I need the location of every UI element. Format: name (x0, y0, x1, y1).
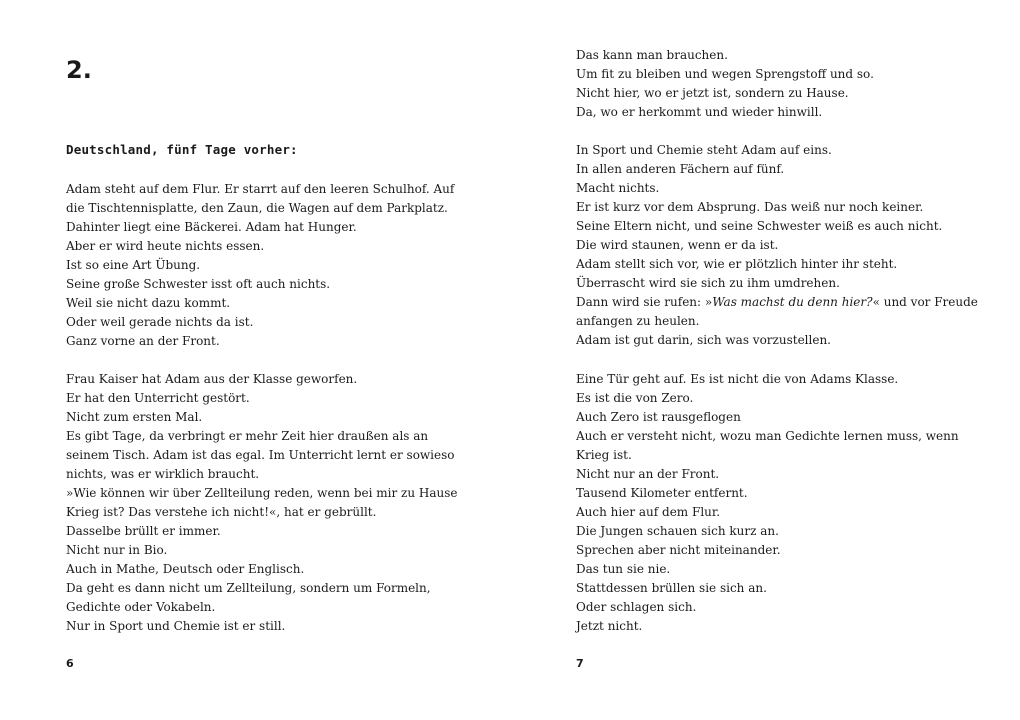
dialog-line (576, 293, 978, 312)
text-line: Das tun sie nie. (576, 562, 671, 576)
text-line: Da, wo er herkommt und wieder hinwill. (576, 105, 823, 119)
text-line: Jetzt nicht. (576, 619, 643, 633)
chapter-subtitle: Deutschland, fünf Tage vorher: (66, 142, 298, 157)
text-line: Adam steht auf dem Flur. Er starrt auf den leeren Schulhof. Auf (66, 182, 455, 196)
text-line: Seine große Schwester isst oft auch nichts. (66, 277, 331, 291)
chapter-number: 2. (66, 56, 92, 84)
text-line: Nicht zum ersten Mal. (66, 410, 203, 424)
page-number-right: 7 (576, 657, 584, 670)
text-line: Stattdessen brüllen sie sich an. (576, 581, 767, 595)
text-line: Gedichte oder Vokabeln. (66, 600, 216, 614)
text-line: Tausend Kilometer entfernt. (576, 486, 748, 500)
dialog-quote: Was machst du denn hier? (712, 295, 873, 309)
text-line: »Wie können wir über Zellteilung reden, wenn bei mir zu Hause (66, 486, 458, 500)
text-line: Oder schlagen sich. (576, 600, 697, 614)
text-line: Eine Tür geht auf. Es ist nicht die von Adams Klasse. (576, 372, 899, 386)
text-line: Auch Zero ist rausgeflogen (576, 410, 741, 424)
dialog-suffix: « und vor Freude (872, 295, 978, 309)
text-line: anfangen zu heulen. (576, 314, 700, 328)
text-line: Er ist kurz vor dem Absprung. Das weiß nur noch keiner. (576, 200, 924, 214)
text-line: Die Jungen schauen sich kurz an. (576, 524, 779, 538)
text-line: Krieg ist. (576, 448, 632, 462)
text-line: Nicht hier, wo er jetzt ist, sondern zu Hause. (576, 86, 849, 100)
left-paragraph-1 (66, 180, 454, 351)
text-line: Weil sie nicht dazu kommt. (66, 296, 231, 310)
text-line: In Sport und Chemie steht Adam auf eins. (576, 143, 832, 157)
text-line: Die wird staunen, wenn er da ist. (576, 238, 779, 252)
text-line: Krieg ist? Das verstehe ich nicht!«, hat er gebrüllt. (66, 505, 377, 519)
text-line: In allen anderen Fächern auf fünf. (576, 162, 785, 176)
text-line: Es ist die von Zero. (576, 391, 694, 405)
text-line: Er hat den Unterricht gestört. (66, 391, 250, 405)
text-line: Frau Kaiser hat Adam aus der Klasse geworfen. (66, 372, 358, 386)
right-paragraph-3 (576, 370, 959, 636)
right-page (510, 0, 1020, 720)
text-line: Adam stellt sich vor, wie er plötzlich hinter ihr steht. (576, 257, 898, 271)
right-paragraph-2 (576, 141, 978, 350)
text-line: seinem Tisch. Adam ist das egal. Im Unterricht lernt er sowieso (66, 448, 455, 462)
text-line: Oder weil gerade nichts da ist. (66, 315, 254, 329)
text-line: Auch hier auf dem Flur. (576, 505, 721, 519)
text-line: Auch in Mathe, Deutsch oder Englisch. (66, 562, 305, 576)
text-line: die Tischtennisplatte, den Zaun, die Wagen auf dem Parkplatz. (66, 201, 448, 215)
text-line: Auch er versteht nicht, wozu man Gedichte lernen muss, wenn (576, 429, 959, 443)
text-line: Es gibt Tage, da verbringt er mehr Zeit hier draußen als an (66, 429, 429, 443)
left-paragraph-2 (66, 370, 458, 636)
page-number-left: 6 (66, 657, 74, 670)
text-line: Nicht nur in Bio. (66, 543, 168, 557)
text-line: Dahinter liegt eine Bäckerei. Adam hat Hunger. (66, 220, 357, 234)
right-paragraph-1 (576, 46, 874, 122)
dialog-prefix: Dann wird sie rufen: » (576, 295, 713, 309)
text-line: Nur in Sport und Chemie ist er still. (66, 619, 286, 633)
text-line: Adam ist gut darin, sich was vorzustellen. (576, 333, 831, 347)
text-line: nichts, was er wirklich braucht. (66, 467, 260, 481)
text-line: Seine Eltern nicht, und seine Schwester weiß es auch nicht. (576, 219, 943, 233)
text-line: Ganz vorne an der Front. (66, 334, 220, 348)
text-line: Aber er wird heute nichts essen. (66, 239, 265, 253)
text-line: Überrascht wird sie sich zu ihm umdrehen. (576, 276, 840, 290)
text-line: Sprechen aber nicht miteinander. (576, 543, 781, 557)
text-line: Macht nichts. (576, 181, 660, 195)
text-line: Dasselbe brüllt er immer. (66, 524, 221, 538)
text-line: Um fit zu bleiben und wegen Sprengstoff und so. (576, 67, 874, 81)
text-line: Da geht es dann nicht um Zellteilung, sondern um Formeln, (66, 581, 431, 595)
text-line: Ist so eine Art Übung. (66, 258, 201, 272)
text-line: Das kann man brauchen. (576, 48, 728, 62)
text-line: Nicht nur an der Front. (576, 467, 720, 481)
